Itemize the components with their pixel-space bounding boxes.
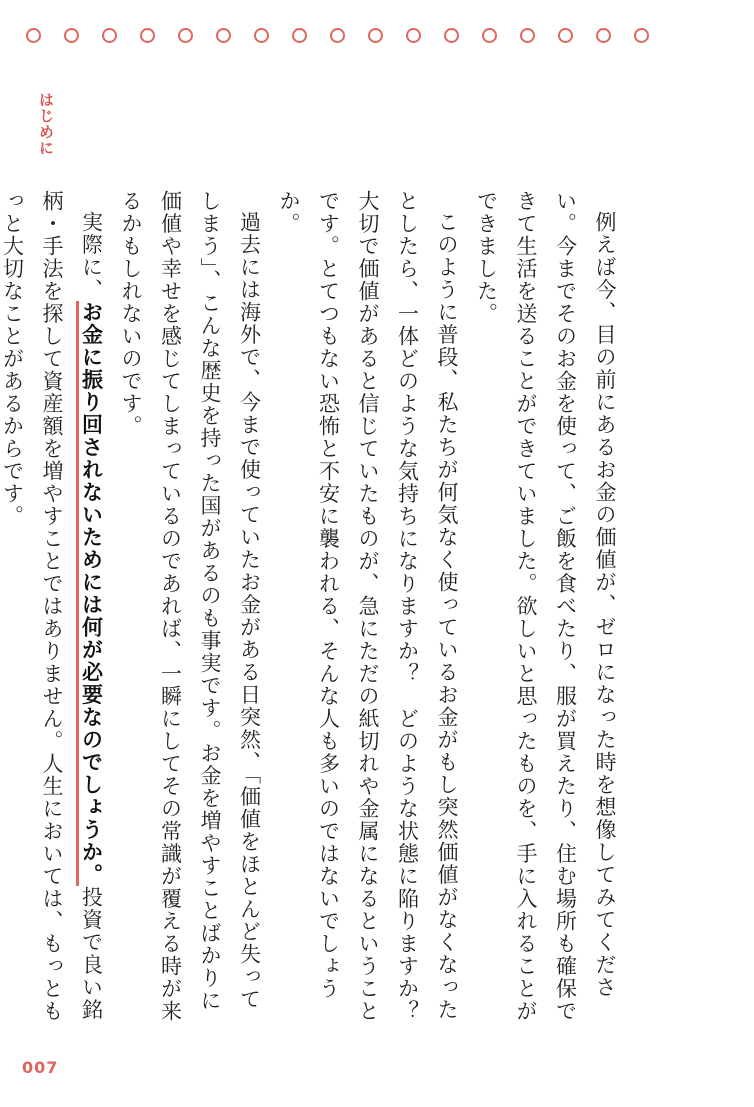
ring-binding-decoration: [26, 28, 649, 43]
binding-ring: [292, 28, 307, 43]
paragraph: [269, 190, 467, 1045]
binding-ring: [140, 28, 155, 43]
binding-ring: [216, 28, 231, 43]
binding-ring: [634, 28, 649, 43]
highlighted-text: お金に振り回されないためには何が必要なのでしょうか。: [76, 301, 104, 886]
binding-ring: [254, 28, 269, 43]
binding-ring: [330, 28, 345, 43]
binding-ring: [444, 28, 459, 43]
binding-ring: [26, 28, 41, 43]
binding-ring: [406, 28, 421, 43]
body-text: [0, 190, 624, 1045]
paragraph: [466, 190, 624, 1030]
paragraph-text: 投資で良い銘柄・手法を探して資産額を増やすことではありません。人生においては、もっともっと大切なことがあるからです。: [0, 190, 104, 1023]
binding-ring: [596, 28, 611, 43]
binding-ring: [368, 28, 383, 43]
section-label: はじめに: [37, 92, 55, 156]
paragraph: [111, 190, 269, 1030]
page-number: 007: [22, 1058, 59, 1077]
paragraph-text: このように普段、私たちが何気なく使っているお金がもし突然価値がなくなったとしたら、一体どのような気持ちになりますか？ どのような状態に陥りますか？ 大切で価値があると信じていたものが、急にただの紙切れや金属になるということです。とてつもない恐怖と不安に襲われる、そんな人も多いのではないでしょうか。: [277, 190, 459, 1045]
binding-ring: [64, 28, 79, 43]
binding-ring: [102, 28, 117, 43]
binding-ring: [178, 28, 193, 43]
paragraph-text: 過去には海外で、今まで使っていたお金がある日突然、「価値をほとんど失ってしまう」、こんな歴史を持った国があるのも事実です。お金を増やすことばかりに価値や幸せを感じてしまっているのであれば、一瞬にしてその常識が覆える時が来るかもしれないのです。: [119, 190, 262, 1023]
binding-ring: [482, 28, 497, 43]
paragraph-text: 実際に、: [79, 211, 104, 301]
paragraph-text: 例えば今、目の前にあるお金の価値が、ゼロになった時を想像してみてください。今までそのお金を使って、ご飯を食べたり、服が買えたり、住む場所も確保できて生活を送ることができていました。欲しいと思ったものを、手に入れることができました。: [474, 190, 617, 1023]
binding-ring: [558, 28, 573, 43]
paragraph: [0, 190, 111, 1030]
binding-ring: [520, 28, 535, 43]
